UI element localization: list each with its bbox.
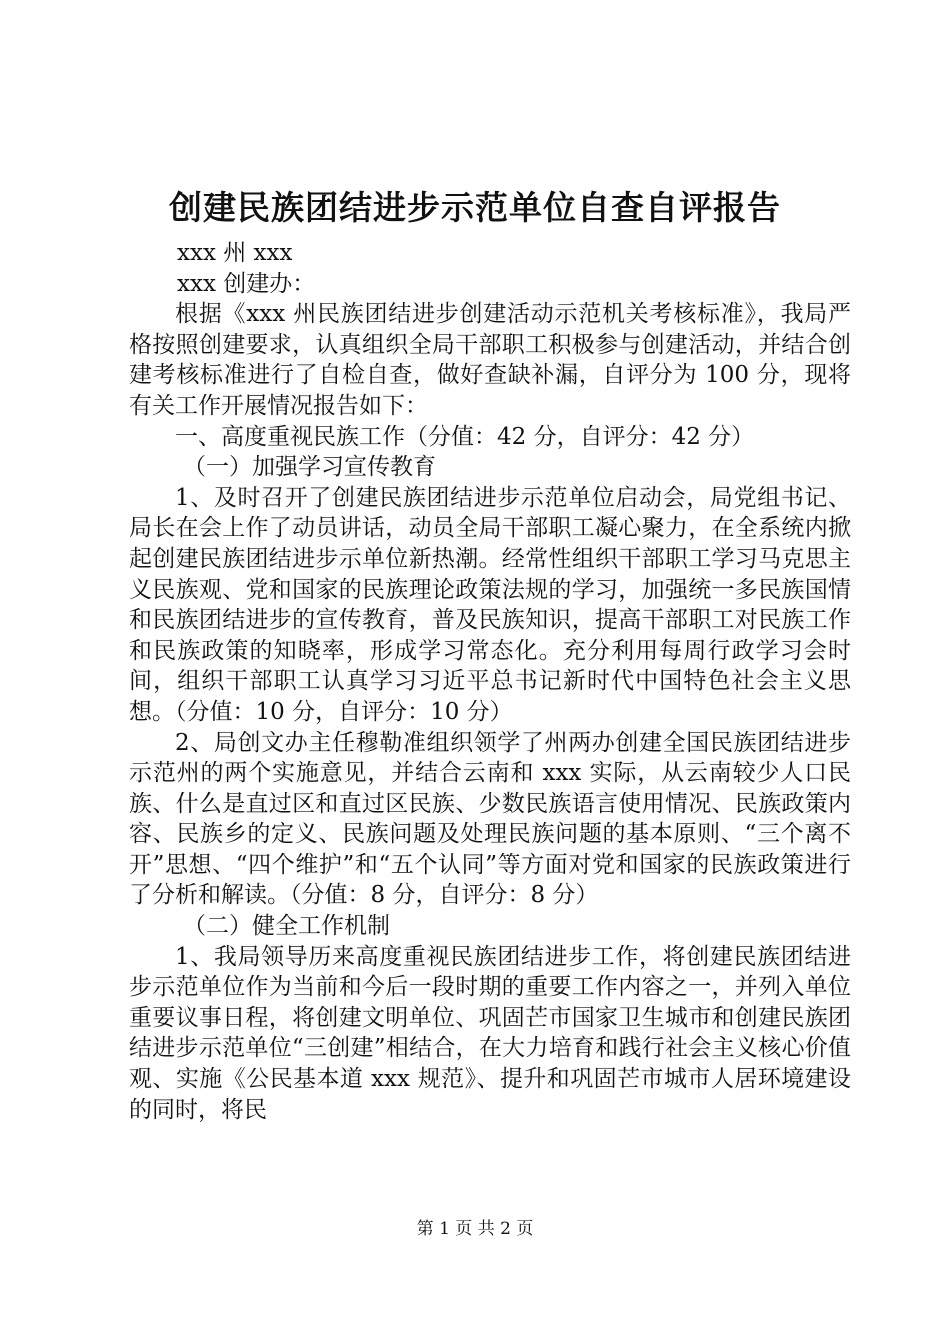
subsection-heading-2: （二）健全工作机制 [183, 913, 390, 940]
page-footer: 第 1 页 共 2 页 [416, 1219, 534, 1239]
paragraph-1-2: 2、局创文办主任穆勒准组织领学了州两办创建全国民族团结进步示范州的两个实施意见，并结合云南和 xxx 实际，从云南较少人口民族、什么是直过区和直过区民族、少数民族语言使用情况、民族政策内容、民族乡的定义、民族问题及处理民族问题的基本原则、“三个离不开”思想、“四个维护”和“五个认同”等方面对党和国家的民族政策进行了分析和解读。（分值：8 分，自评分：8 分） [129, 729, 851, 909]
document-body [129, 238, 851, 1125]
document-title: 创建民族团结进步示范单位自查自评报告 [169, 188, 781, 227]
section-heading-1: 一、高度重视民族工作（分值：42 分，自评分：42 分） [175, 423, 755, 450]
paragraph-2-1: 1、我局领导历来高度重视民族团结进步工作，将创建民族团结进步示范单位作为当前和今后一段时期的重要工作内容之一，并列入单位重要议事日程，将创建文明单位、巩固芒市国家卫生城市和创建民族团结进步示范单位“三创建”相结合，在大力培育和践行社会主义核心价值观、实施《公民基本道 xxx 规范》、提升和巩固芒市城市人居环境建设的同时，将民 [129, 943, 851, 1123]
subsection-heading-1: （一）加强学习宣传教育 [183, 454, 436, 481]
intro-paragraph: 根据《xxx 州民族团结进步创建活动示范机关考核标准》，我局严格按照创建要求，认真组织全局干部职工积极参与创建活动，并结合创建考核标准进行了自检自查，做好查缺补漏，自评分为 100 分，现将有关工作开展情况报告如下： [129, 301, 851, 419]
addressee-line-2: xxx 创建办： [177, 270, 316, 297]
addressee-line-1: xxx 州 xxx [177, 240, 293, 266]
paragraph-1-1: 1、及时召开了创建民族团结进步示范单位启动会，局党组书记、局长在会上作了动员讲话，动员全局干部职工凝心聚力，在全系统内掀起创建民族团结进步示单位新热潮。经常性组织干部职工学习马克思主义民族观、党和国家的民族理论政策法规的学习，加强统一多民族国情和民族团结进步的宣传教育，普及民族知识，提高干部职工对民族工作和民族政策的知晓率，形成学习常态化。充分利用每周行政学习会时间，组织干部职工认真学习习近平总书记新时代中国特色社会主义思想。（分值：10 分，自评分：10 分） [129, 484, 851, 725]
